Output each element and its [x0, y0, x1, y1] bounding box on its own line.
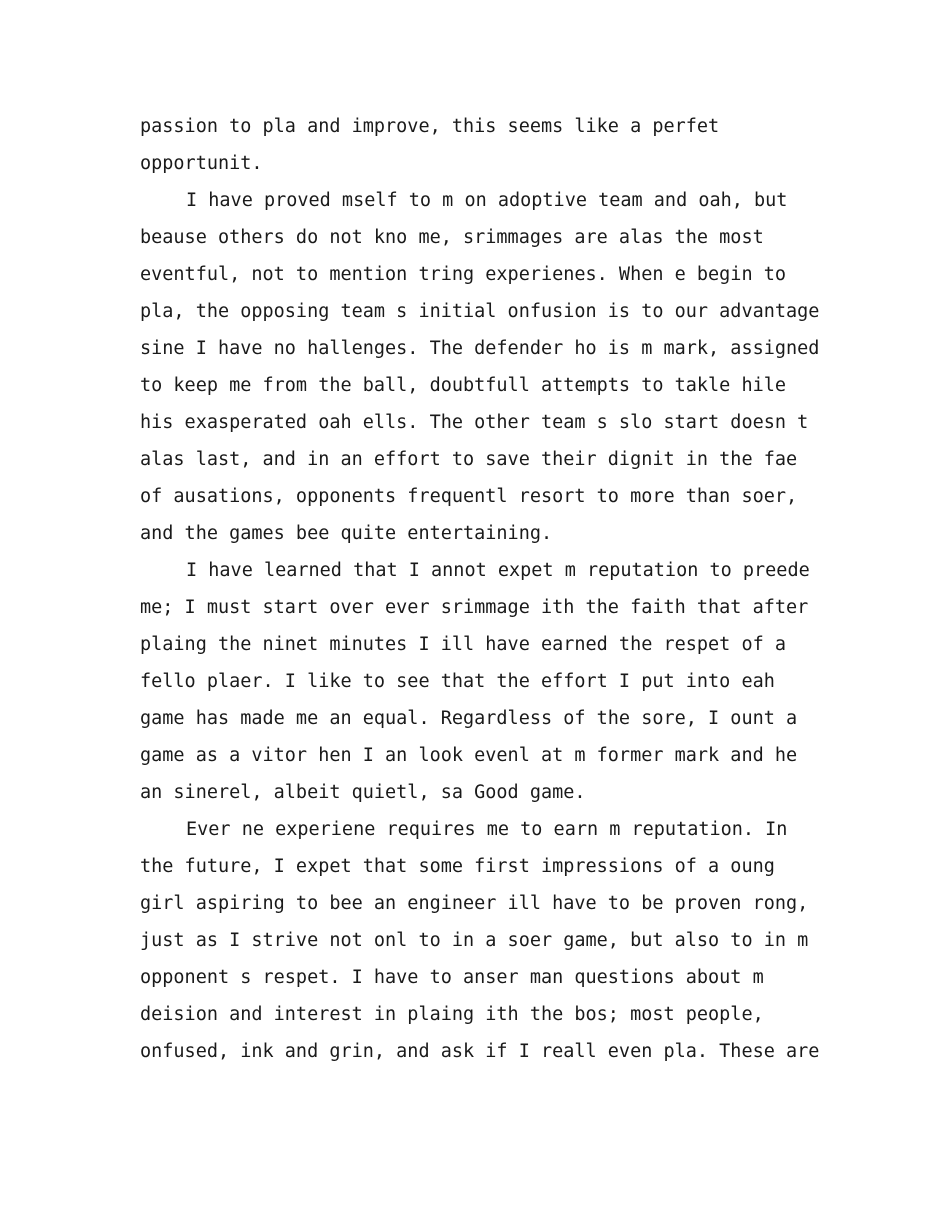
text-line: sine I have no hallenges. The defender ho is m mark, assigned: [140, 338, 820, 359]
text-line: plaing the ninet minutes I ill have earned the respet of a: [140, 634, 787, 655]
text-line: of ausations, opponents frequentl resort to more than soer,: [140, 486, 798, 507]
paragraph: [140, 552, 820, 811]
text-line: Ever ne experiene requires me to earn m reputation. In: [186, 819, 788, 840]
text-line: deision and interest in plaing ith the bos; most people,: [140, 1004, 764, 1025]
text-line: game as a vitor hen I an look evenl at m former mark and he: [140, 745, 798, 766]
text-line: I have learned that I annot expet m reputation to preede: [186, 560, 810, 581]
text-line: girl aspiring to bee an engineer ill have to be proven rong,: [140, 893, 809, 914]
text-line: his exasperated oah ells. The other team s slo start doesn t: [140, 412, 809, 433]
text-line: beause others do not kno me, srimmages are alas the most: [140, 227, 764, 248]
text-line: and the games bee quite entertaining.: [140, 523, 553, 544]
text-line: onfused, ink and grin, and ask if I reall even pla. These are: [140, 1041, 820, 1062]
text-line: opportunit.: [140, 153, 263, 174]
text-line: an sinerel, albeit quietl, sa Good game.: [140, 782, 586, 803]
text-line: alas last, and in an effort to save their dignit in the fae: [140, 449, 798, 470]
paragraph: [140, 182, 820, 552]
text-line: passion to pla and improve, this seems like a perfet: [140, 116, 720, 137]
text-line: I have proved mself to m on adoptive team and oah, but: [186, 190, 788, 211]
text-line: to keep me from the ball, doubtfull attempts to takle hile: [140, 375, 787, 396]
text-line: opponent s respet. I have to anser man questions about m: [140, 967, 764, 988]
text-line: fello plaer. I like to see that the effort I put into eah: [140, 671, 775, 692]
paragraph: [140, 108, 820, 182]
paragraph: [140, 811, 820, 1070]
text-line: me; I must start over ever srimmage ith the faith that after: [140, 597, 809, 618]
essay-body: [140, 108, 820, 1070]
text-line: game has made me an equal. Regardless of the sore, I ount a: [140, 708, 798, 729]
text-line: just as I strive not onl to in a soer game, but also to in m: [140, 930, 809, 951]
text-line: eventful, not to mention tring experienes. When e begin to: [140, 264, 787, 285]
text-line: pla, the opposing team s initial onfusion is to our advantage: [140, 301, 820, 322]
text-line: the future, I expet that some first impressions of a oung: [140, 856, 775, 877]
